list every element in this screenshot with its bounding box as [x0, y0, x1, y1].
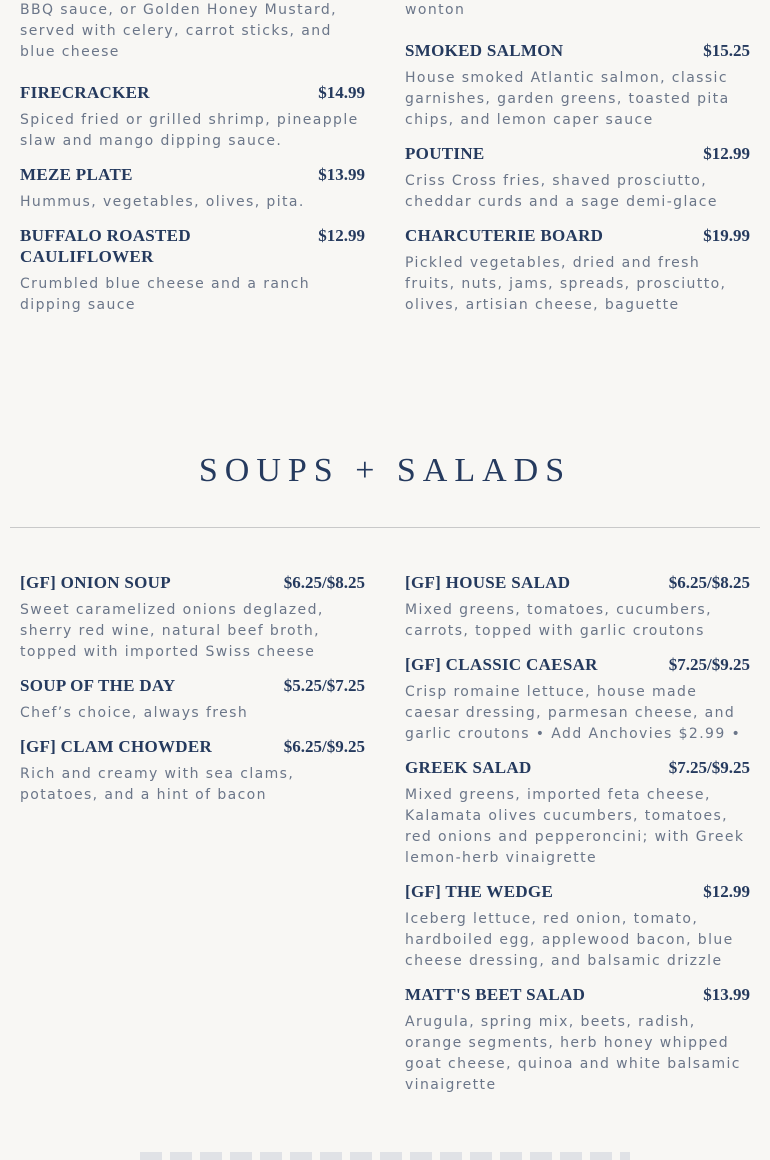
item-name: [GF] THE WEDGE	[405, 882, 554, 901]
item-description: Crumbled blue cheese and a ranch dipping sauce	[20, 276, 311, 313]
menu-item-beet-salad	[405, 984, 750, 1096]
item-name: GREEK SALAD	[405, 758, 532, 777]
item-description: Spiced fried or grilled shrimp, pineapple slaw and mango dipping sauce.	[20, 112, 359, 149]
section-divider	[10, 527, 760, 528]
item-price: $12.99	[318, 226, 365, 245]
item-price: $13.99	[318, 165, 365, 184]
item-description: Sweet caramelized onions deglazed, sherry red wine, natural beef broth, topped with imported Swiss cheese	[20, 602, 324, 660]
item-description: Arugula, spring mix, beets, radish, orange segments, herb honey whipped goat cheese, quinoa and white balsamic vinaigrette	[405, 1014, 741, 1093]
menu-item-clam-chowder	[20, 736, 365, 806]
menu-item-poutine	[405, 143, 750, 213]
item-description: Hummus, vegetables, olives, pita.	[20, 194, 305, 210]
menu-item-buffalo-cauliflower	[20, 225, 365, 316]
item-description: House smoked Atlantic salmon, classic garnishes, garden greens, toasted pita chips, and lemon caper sauce	[405, 70, 730, 128]
item-name: FIRECRACKER	[20, 83, 150, 102]
item-price: $6.25/$8.25	[283, 573, 365, 592]
item-price: $14.99	[318, 83, 365, 102]
item-price: $13.99	[703, 985, 750, 1004]
item-price: $15.25	[703, 41, 750, 60]
appetizers-left-column	[20, 0, 365, 328]
item-description: Criss Cross fries, shaved prosciutto, cheddar curds and a sage demi-glace	[405, 173, 718, 210]
menu-item-charcuterie-board	[405, 225, 750, 316]
item-price: $5.25/$7.25	[283, 676, 365, 695]
menu-item-the-wedge	[405, 881, 750, 972]
item-price: $7.25/$9.25	[668, 758, 750, 777]
item-price: $12.99	[703, 882, 750, 901]
item-name: BUFFALO ROASTED CAULIFLOWER	[20, 226, 191, 266]
soups-salads-left-column	[20, 572, 365, 818]
menu-item-onion-soup	[20, 572, 365, 663]
item-price: $6.25/$9.25	[283, 737, 365, 756]
item-name: POUTINE	[405, 144, 485, 163]
item-description: Mixed greens, imported feta cheese, Kalamata olives cucumbers, tomatoes, red onions and pepperoncini; with Greek lemon-herb vinaigrette	[405, 787, 745, 866]
item-description-fragment: BBQ sauce, or Golden Honey Mustard, served with celery, carrot sticks, and blue cheese	[20, 2, 338, 60]
item-name: SMOKED SALMON	[405, 41, 564, 60]
item-price: $12.99	[703, 144, 750, 163]
item-name: MEZE PLATE	[20, 165, 133, 184]
menu-item-greek-salad	[405, 757, 750, 869]
item-description: Iceberg lettuce, red onion, tomato, hardboiled egg, applewood bacon, blue cheese dressing, and balsamic drizzle	[405, 911, 734, 969]
item-description: Chef’s choice, always fresh	[20, 705, 249, 721]
menu-item-soup-of-the-day	[20, 675, 365, 724]
menu-item-classic-caesar	[405, 654, 750, 745]
item-name: CHARCUTERIE BOARD	[405, 226, 604, 245]
menu-item-smoked-salmon	[405, 40, 750, 131]
item-description: Crisp romaine lettuce, house made caesar dressing, parmesan cheese, and garlic croutons • Add Anchovies $2.99 •	[405, 684, 742, 742]
item-description-fragment: wonton	[405, 2, 466, 18]
item-price: $7.25/$9.25	[668, 655, 750, 674]
section-title: SOUPS + SALADS	[198, 452, 572, 489]
item-name: [GF] HOUSE SALAD	[405, 573, 571, 592]
item-description: Mixed greens, tomatoes, cucumbers, carrots, topped with garlic croutons	[405, 602, 712, 639]
soups-salads-right-column	[405, 572, 750, 1108]
item-name: [GF] CLASSIC CAESAR	[405, 655, 598, 674]
item-name: MATT'S BEET SALAD	[405, 985, 586, 1004]
item-name: [GF] ONION SOUP	[20, 573, 171, 592]
item-name: SOUP OF THE DAY	[20, 676, 176, 695]
menu-item-firecracker	[20, 82, 365, 152]
menu-item-house-salad	[405, 572, 750, 642]
item-price: $6.25/$8.25	[668, 573, 750, 592]
appetizers-right-column	[405, 0, 750, 328]
item-description: Pickled vegetables, dried and fresh fruits, nuts, jams, spreads, prosciutto, olives, artisian cheese, baguette	[405, 255, 727, 313]
menu-item-meze-plate	[20, 164, 365, 213]
item-name: [GF] CLAM CHOWDER	[20, 737, 213, 756]
item-description: Rich and creamy with sea clams, potatoes, and a hint of bacon	[20, 766, 295, 803]
item-price: $19.99	[703, 226, 750, 245]
